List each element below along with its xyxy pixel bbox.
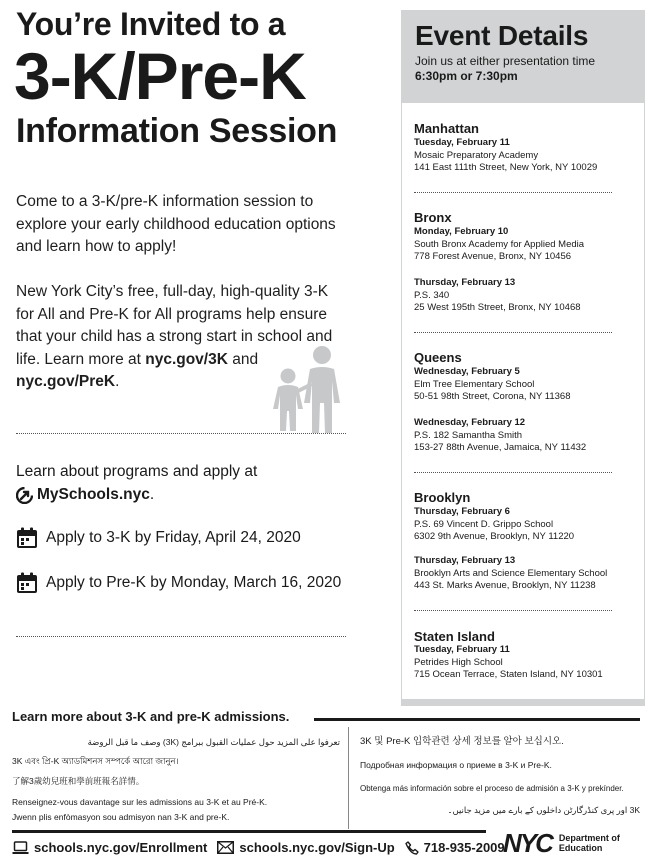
calendar-icon <box>16 572 38 594</box>
event-address: 6302 9th Avenue, Brooklyn, NY 11220 <box>414 531 575 542</box>
event-date: Monday, February 10 <box>414 226 509 237</box>
footer-signup[interactable] <box>217 840 394 855</box>
footer-rule <box>12 830 486 833</box>
event-date: Wednesday, February 5 <box>414 366 520 377</box>
divider <box>414 472 612 473</box>
language-haitian-creole: Jwenn plis enfòmasyon sou admisyon nan 3-K and pre-K. <box>12 812 230 822</box>
event-address: 715 Ocean Terrace, Staten Island, NY 10301 <box>414 669 603 680</box>
intro-paragraph-1: Come to a 3-K/pre-K information session to explore your early childhood education options and learn how to apply! <box>16 193 336 255</box>
language-urdu: 3K اور پری کنڈرگارٹن داخلوں کے بارے میں مزید جانیں۔ <box>447 805 640 815</box>
heading-rule <box>314 718 640 721</box>
event-venue: Brooklyn Arts and Science Elementary School <box>414 567 608 579</box>
and-text: and <box>227 350 259 368</box>
myschools-period: . <box>149 486 155 503</box>
borough-queens: Queens <box>414 350 462 365</box>
nyc-logo-mark: NYC <box>503 828 552 858</box>
event-venue: P.S. 69 Vincent D. Grippo School <box>414 518 554 530</box>
language-chinese: 了解3歲幼兒班和學前班報名詳情。 <box>12 776 145 786</box>
event-item <box>414 555 644 593</box>
signup-link[interactable]: schools.nyc.gov/Sign-Up <box>239 840 395 855</box>
learn-more-heading: Learn more about 3-K and pre-K admissions. <box>12 709 290 724</box>
title-line-1: You’re Invited to a <box>16 6 286 42</box>
divider <box>16 636 346 637</box>
event-date: Tuesday, February 11 <box>414 644 510 655</box>
laptop-icon <box>12 841 29 855</box>
language-arabic: تعرفوا على المزيد حول عمليات القبول ببرامج (3K) وصف ما قبل الروضة <box>87 737 340 747</box>
language-russian: Подробная информация о приеме в 3-K и Pre-K. <box>360 760 552 770</box>
borough-brooklyn: Brooklyn <box>414 490 471 505</box>
title-line-2: 3-K/Pre-K <box>14 39 306 113</box>
event-venue: P.S. 340 <box>414 289 450 301</box>
event-item <box>414 226 644 264</box>
learn-apply-text: Learn about programs and apply at <box>16 463 258 480</box>
event-item <box>414 137 644 175</box>
deadline-3k: Apply to 3-K by Friday, April 24, 2020 <box>46 529 301 546</box>
event-item <box>414 506 644 544</box>
title-line-3: Information Session <box>16 112 338 150</box>
borough-manhattan: Manhattan <box>414 121 479 136</box>
event-date: Thursday, February 13 <box>414 277 516 288</box>
event-address: 50-51 98th Street, Corona, NY 11368 <box>414 391 571 402</box>
event-venue: P.S. 182 Samantha Smith <box>414 429 523 441</box>
language-korean: 3K 및 Pre-K 입학관련 상세 정보를 알아 보십시오. <box>360 736 564 747</box>
footer-enrollment[interactable] <box>12 840 207 855</box>
event-venue: Petrides High School <box>414 656 503 668</box>
event-item <box>414 417 644 455</box>
nyc-doe-logo <box>503 829 620 857</box>
envelope-icon <box>217 841 234 854</box>
event-date: Thursday, February 6 <box>414 506 510 517</box>
link-nyc-prek[interactable]: nyc.gov/PreK <box>16 373 116 390</box>
event-date: Thursday, February 13 <box>414 555 516 566</box>
event-details-header <box>401 10 645 103</box>
end-period: . <box>115 373 120 390</box>
event-address: 778 Forest Avenue, Bronx, NY 10456 <box>414 251 572 262</box>
intro-paragraph-2-text: New York City’s free, full-day, high-quality 3-K for All and Pre-K for All programs help ensure that your child has a strong start in school and life. Learn more at <box>16 283 333 368</box>
event-times: 6:30pm or 7:30pm <box>415 69 518 83</box>
language-spanish: Obtenga más información sobre el proceso de admisión a 3-K y prekínder. <box>360 784 624 793</box>
doe-text <box>559 833 620 853</box>
event-address: 141 East 111th Street, New York, NY 10029 <box>414 162 598 173</box>
deadline-3k-row <box>16 527 301 549</box>
doe-line-2: Education <box>558 843 603 853</box>
divider <box>414 610 612 611</box>
language-french: Renseignez-vous davantage sur les admissions au 3-K et au Pré-K. <box>12 797 268 807</box>
event-venue: Elm Tree Elementary School <box>414 378 535 390</box>
divider <box>414 332 612 333</box>
event-date: Tuesday, February 11 <box>414 137 510 148</box>
event-venue: Mosaic Preparatory Academy <box>414 149 539 161</box>
enrollment-link[interactable]: schools.nyc.gov/Enrollment <box>34 840 208 855</box>
event-list-panel <box>401 103 645 706</box>
doe-line-1: Department of <box>558 833 620 843</box>
myschools-logo-icon <box>16 487 33 504</box>
event-details-subtitle: Join us at either presentation time <box>415 54 596 68</box>
link-nyc-3k[interactable]: nyc.gov/3K <box>145 350 228 368</box>
deadline-prek-row <box>16 572 341 594</box>
language-column-divider <box>348 727 349 829</box>
footer-phone[interactable] <box>405 840 505 855</box>
calendar-icon <box>16 527 38 549</box>
event-item <box>414 366 644 404</box>
event-item <box>414 644 644 682</box>
phone-icon <box>405 841 419 855</box>
event-address: 153-27 88th Avenue, Jamaica, NY 11432 <box>414 442 587 453</box>
deadline-prek: Apply to Pre-K by Monday, March 16, 2020 <box>46 574 342 591</box>
myschools-link[interactable]: MySchools.nyc <box>37 486 150 503</box>
parent-child-icon <box>270 345 350 433</box>
language-bengali: 3K এবং প্রি-K অ্যাডমিশনস সম্পর্কে আরো জানুন। <box>12 756 179 766</box>
event-address: 25 West 195th Street, Bronx, NY 10468 <box>414 302 581 313</box>
myschools-row <box>16 484 154 506</box>
divider <box>414 192 612 193</box>
event-date: Wednesday, February 12 <box>414 417 526 428</box>
event-address: 443 St. Marks Avenue, Brooklyn, NY 11238 <box>414 580 596 591</box>
event-venue: South Bronx Academy for Applied Media <box>414 238 585 250</box>
footer-contacts <box>12 840 515 855</box>
divider <box>16 433 346 434</box>
event-details-title: Event Details <box>415 20 589 51</box>
borough-bronx: Bronx <box>414 210 452 225</box>
event-item <box>414 277 644 315</box>
phone-number[interactable]: 718-935-2009 <box>423 840 505 855</box>
borough-staten-island: Staten Island <box>414 629 495 644</box>
